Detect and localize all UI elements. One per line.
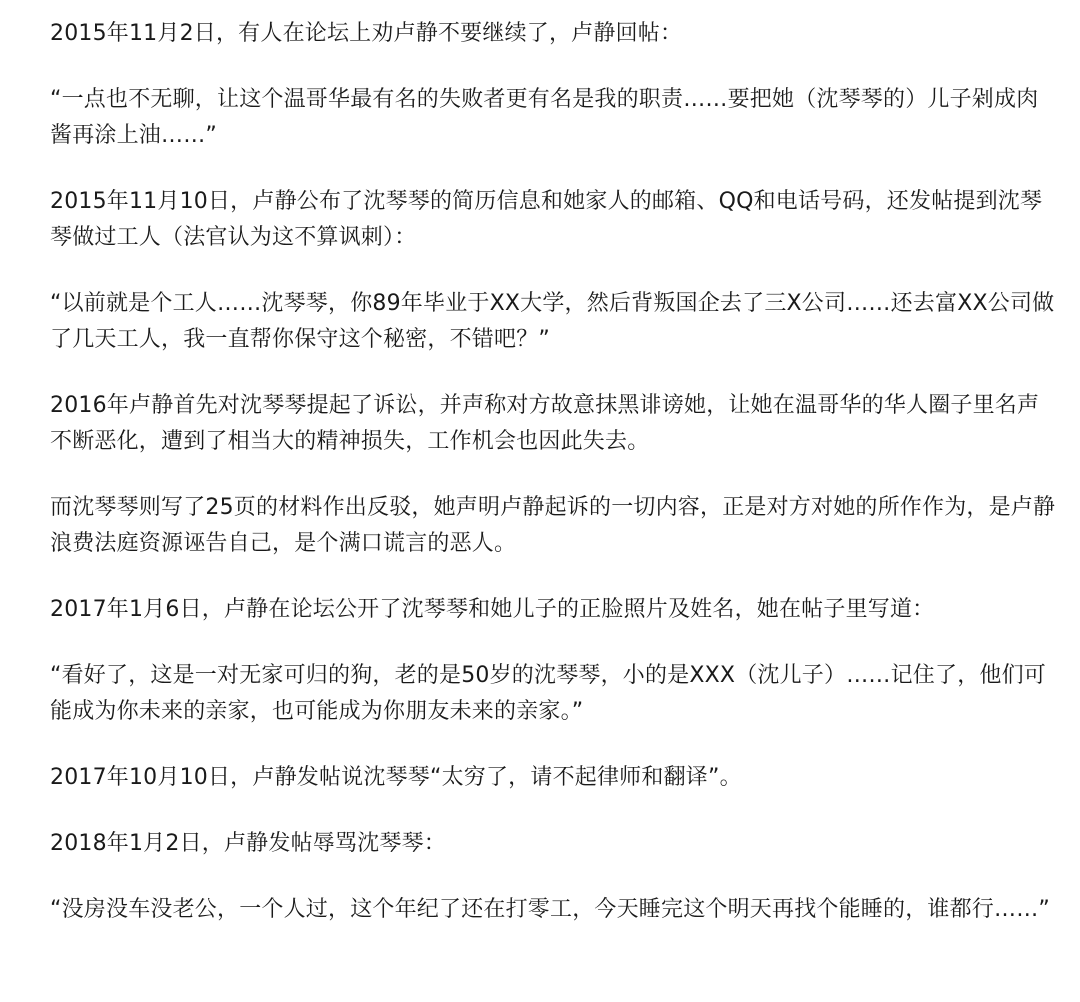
paragraph-2016-lawsuit: 2016年卢静首先对沈琴琴提起了诉讼，并声称对方故意抹黑诽谤她，让她在温哥华的华人圈子里名声不断恶化，遭到了相当大的精神损失，工作机会也因此失去。 [50,393,1040,454]
paragraph-2017-10-10: 2017年10月10日，卢静发帖说沈琴琴“太穷了，请不起律师和翻译”。 [50,765,742,790]
quote-paragraph: “一点也不无聊，让这个温哥华最有名的失败者更有名是我的职责……要把她（沈琴琴的）儿子剁成肉酱再涂上油……” [50,87,1039,148]
paragraph-2015-11-10: 2015年11月10日，卢静公布了沈琴琴的简历信息和她家人的邮箱、QQ和电话号码，还发帖提到沈琴琴做过工人（法官认为这不算讽刺）： [50,189,1043,250]
paragraph-rebuttal: 而沈琴琴则写了25页的材料作出反驳，她声明卢静起诉的一切内容，正是对方对她的所作作为，是卢静浪费法庭资源诬告自己，是个满口谎言的恶人。 [50,495,1056,556]
paragraph-2017-01-06: 2017年1月6日，卢静在论坛公开了沈琴琴和她儿子的正脸照片及姓名，她在帖子里写道： [50,597,935,622]
paragraph-2018-01-02: 2018年1月2日，卢静发帖辱骂沈琴琴： [50,831,446,856]
quote-paragraph: “看好了，这是一对无家可归的狗，老的是50岁的沈琴琴，小的是XXX（沈儿子）……记住了，他们可能成为你未来的亲家，也可能成为你朋友未来的亲家。” [50,663,1047,724]
paragraph-2015-11-02: 2015年11月2日，有人在论坛上劝卢静不要继续了，卢静回帖： [50,21,683,46]
quote-paragraph: “以前就是个工人……沈琴琴，你89年毕业于XX大学，然后背叛国企去了三X公司……还去富XX公司做了几天工人，我一直帮你保守这个秘密，不错吧？” [50,291,1055,352]
quote-paragraph: “没房没车没老公，一个人过，这个年纪了还在打零工，今天睡完这个明天再找个能睡的，谁都行……” [50,897,1050,922]
